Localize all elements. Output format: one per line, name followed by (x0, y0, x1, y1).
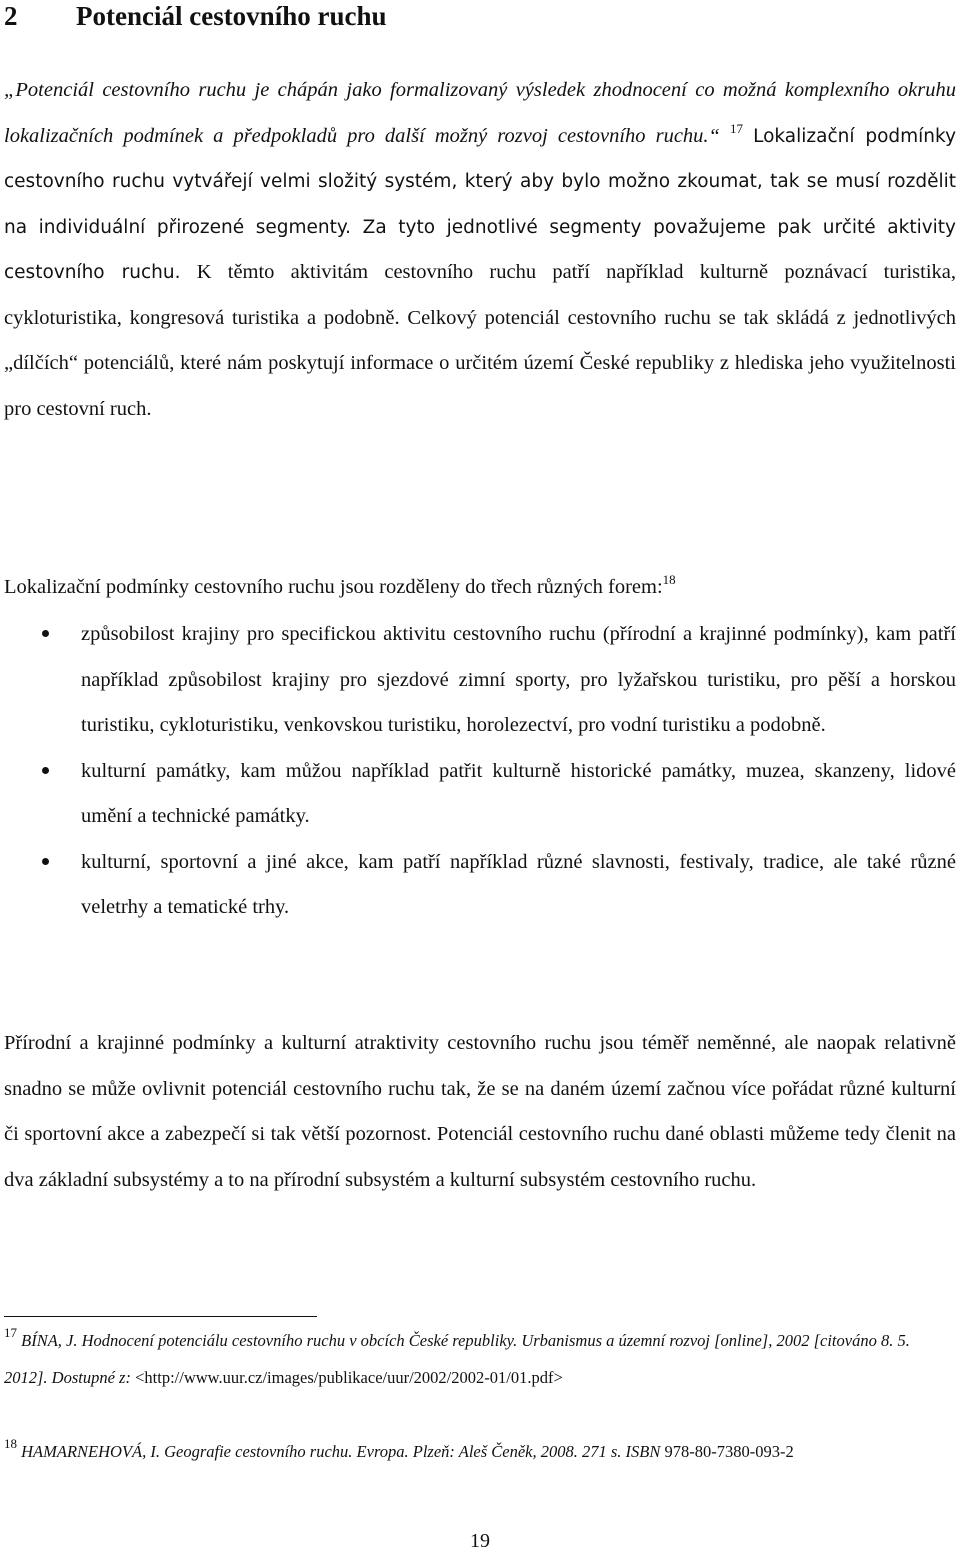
footnote-number: 18 (4, 1436, 17, 1451)
footnote-17 (4, 1322, 956, 1396)
list-item-text: způsobilost krajiny pro specifickou aktivitu cestovního ruchu (přírodní a krajinné podmínky), kam patří například způsobilost krajiny pro sjezdové zimní sporty, pro lyžařskou turistiku, pro pěší a horskou turistiku, cykloturistiku, venkovskou turistiku, horolezectví, pro vodní turistiku a podobně. (81, 623, 956, 736)
closing-paragraph: Přírodní a krajinné podmínky a kulturní atraktivity cestovního ruchu jsou téměř neměnné, ale naopak relativně snadno se může ovlivnit potenciál cestovního ruchu tak, že se na daném území začnou více pořádat různé kulturní či sportovní akce a zabezpečí si tak větší pozornost. Potenciál cestovního ruchu dané oblasti můžeme tedy členit na dva základní subsystémy a to na přírodní subsystém a kulturní subsystém cestovního ruchu. (4, 1032, 956, 1191)
list-item-text: kulturní památky, kam můžou například patřit kulturně historické památky, muzea, skanzeny, lidové umění a technické památky. (81, 759, 956, 827)
forms-lead (4, 565, 956, 611)
bullet-icon (42, 767, 49, 774)
forms-lead-text: Lokalizační podmínky cestovního ruchu jsou rozděleny do třech různých forem: (4, 576, 663, 598)
footnote-isbn: 978-80-7380-093-2 (660, 1442, 794, 1461)
intro-text-sans: Lokalizační podmínky cestovního ruchu vytvářejí velmi složitý systém, který aby bylo možno zkoumat, tak se musí rozdělit na individuální přirozené segmenty. Za tyto jednotlivé segmenty považujeme pak určité aktivity cestovního ruchu. (4, 125, 957, 283)
bullet-icon (42, 858, 49, 865)
footnote-ref-17: 17 (730, 120, 744, 136)
chapter-heading (4, 0, 387, 32)
bullet-icon (42, 630, 49, 637)
list-item (4, 840, 956, 931)
footnote-number: 17 (4, 1325, 17, 1340)
footnote-ref-18: 18 (662, 572, 676, 587)
chapter-number: 2 (4, 1, 18, 31)
forms-list (4, 612, 956, 931)
footnote-citation: HAMARNEHOVÁ, I. Geografie cestovního ruchu. Evropa. Plzeň: Aleš Čeněk, 2008. 271 s. ISBN (21, 1442, 661, 1461)
intro-paragraph (4, 68, 956, 432)
chapter-title: Potenciál cestovního ruchu (76, 1, 387, 31)
list-item-text: kulturní, sportovní a jiné akce, kam patří například různé slavnosti, festivaly, tradice, ale také různé veletrhy a tematické trhy. (81, 850, 956, 918)
page-number: 19 (470, 1530, 490, 1552)
list-item (4, 749, 956, 840)
intro-text: K těmto aktivitám cestovního ruchu patří například kulturně poznávací turistika, cykloturistika, kongresová turistika a podobně. Celkový potenciál cestovního ruchu se tak skládá z jednotlivých „dílčích“ potenciálů, které nám poskytují informace o určitém území České republiky z hlediska jeho využitelnosti pro cestovní ruch. (4, 261, 956, 420)
footnote-url: <http://www.uur.cz/images/publikace/uur/2002/2002-01/01.pdf> (130, 1368, 563, 1387)
list-item (4, 612, 956, 749)
footnote-divider (4, 1316, 317, 1317)
footnote-citation: BÍNA, J. Hodnocení potenciálu cestovního ruchu v obcích České republiky. Urbanismus a územní rozvoj [online], 2002 [citováno 8. 5. 2012]. Dostupné z: (4, 1331, 910, 1387)
definition-quote: „Potenciál cestovního ruchu je chápán jako formalizovaný výsledek zhodnocení co možná komplexního okruhu lokalizačních podmínek a předpokladů pro další možný rozvoj cestovního ruchu.“ (4, 79, 956, 147)
footnote-18 (4, 1433, 956, 1470)
